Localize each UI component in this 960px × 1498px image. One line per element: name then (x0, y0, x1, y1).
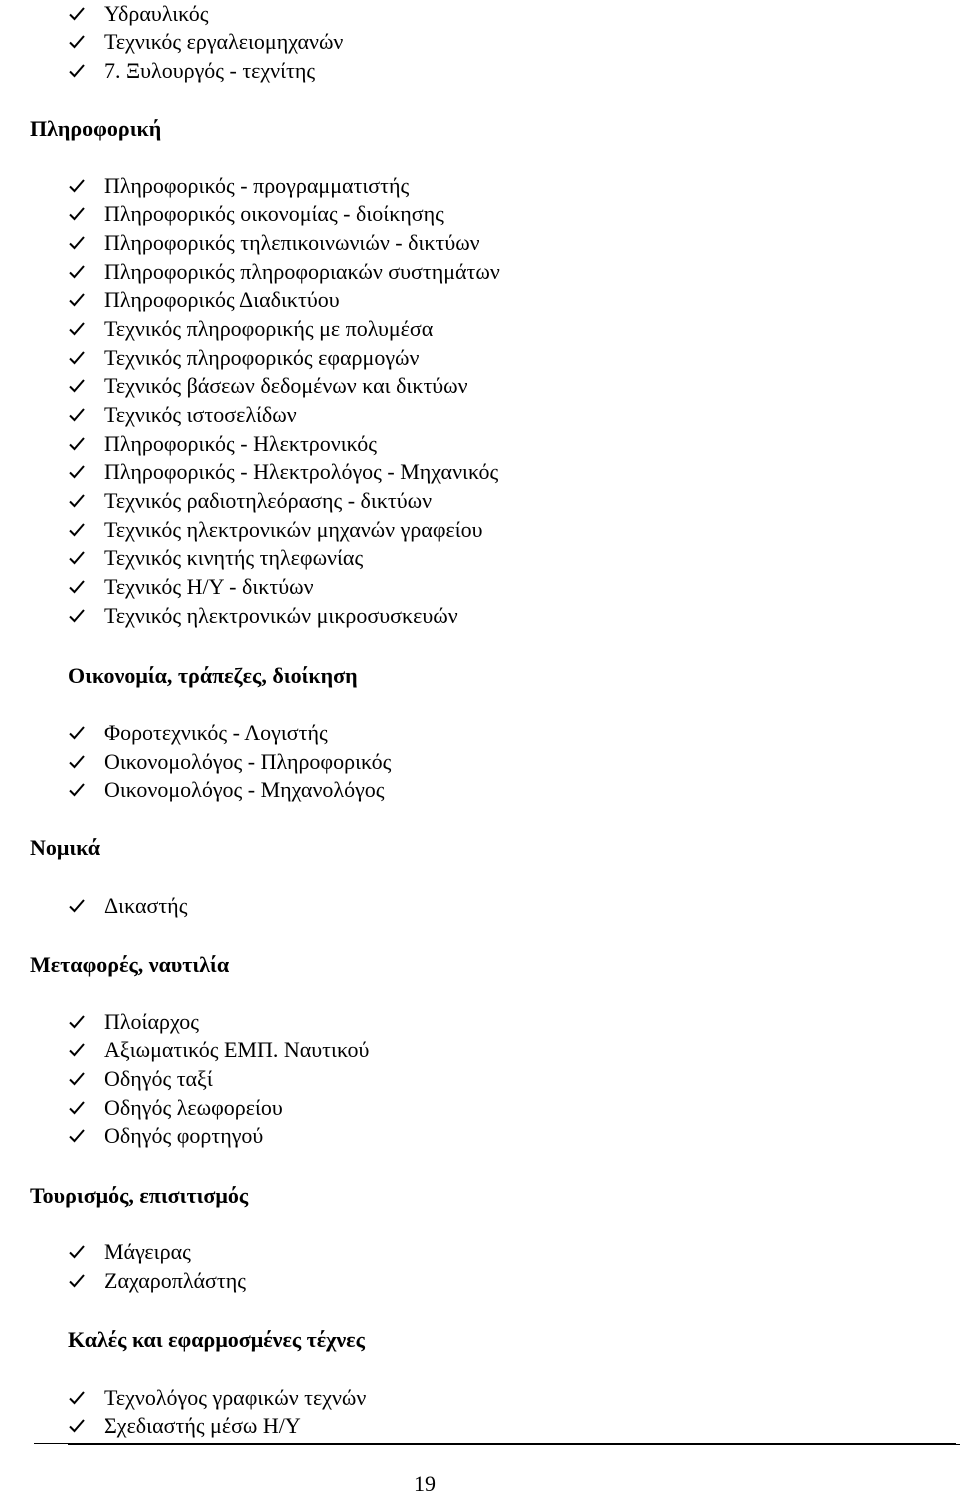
checkmark-icon (68, 719, 104, 747)
list-item (68, 776, 385, 804)
list-item-label: Ζαχαροπλάστης (104, 1268, 246, 1293)
checkmark-icon (68, 28, 104, 56)
list-item-label: Υδραυλικός (104, 1, 209, 26)
checkmark-icon (68, 1008, 104, 1036)
list-item (68, 602, 458, 630)
section-heading-economy: Οικονομία, τράπεζες, διοίκηση (68, 663, 358, 688)
checkmark-icon (68, 1238, 104, 1266)
list-item-label: Τεχνικός πληροφορικής με πολυμέσα (104, 316, 434, 341)
section-heading-transport: Μεταφορές, ναυτιλία (30, 952, 230, 977)
list-item-label: Τεχνικός ηλεκτρονικών μηχανών γραφείου (104, 517, 483, 542)
list-item (68, 1065, 213, 1093)
section-heading-arts: Καλές και εφαρμοσμένες τέχνες (68, 1327, 365, 1352)
list-item-label: Τεχνολόγος γραφικών τεχνών (104, 1385, 367, 1410)
list-item (68, 28, 343, 56)
list-item-label: Πληροφορικός - Ηλεκτρολόγος - Μηχανικός (104, 459, 499, 484)
list-item-label: Τεχνικός εργαλειομηχανών (104, 29, 344, 54)
checkmark-icon (68, 1036, 104, 1064)
list-item-label: Πληροφορικός - Ηλεκτρονικός (104, 431, 377, 456)
list-item (68, 344, 419, 372)
checkmark-icon (68, 1267, 104, 1295)
checkmark-icon (68, 286, 104, 314)
checkmark-icon (68, 200, 104, 228)
checkmark-icon (68, 172, 104, 200)
section-heading-tourism: Τουρισμός, επισιτισμός (30, 1183, 249, 1208)
list-item (68, 1094, 283, 1122)
list-item-label: Φοροτεχνικός - Λογιστής (104, 720, 328, 745)
list-item (68, 1238, 191, 1266)
list-item-label: Τεχνικός βάσεων δεδομένων και δικτύων (104, 373, 468, 398)
list-item (68, 1008, 199, 1036)
checkmark-icon (68, 1094, 104, 1122)
list-item-label: Τεχνικός κινητής τηλεφωνίας (104, 545, 364, 570)
checkmark-icon (68, 892, 104, 920)
checkmark-icon (68, 544, 104, 572)
checkmark-icon (68, 487, 104, 515)
list-item-label: Πληροφορικός οικονομίας - διοίκησης (104, 201, 444, 226)
checkmark-icon (68, 458, 104, 486)
list-item (68, 1122, 263, 1150)
list-item (68, 1036, 369, 1064)
footer-divider-inner (68, 1444, 960, 1445)
list-item (68, 1412, 301, 1440)
list-item-label: Μάγειρας (104, 1239, 191, 1264)
checkmark-icon (68, 430, 104, 458)
list-item (68, 258, 500, 286)
list-item (68, 229, 480, 257)
list-item-label: Σχεδιαστής μέσω Η/Υ (104, 1413, 301, 1438)
checkmark-icon (68, 229, 104, 257)
list-item (68, 401, 297, 429)
checkmark-icon (68, 0, 104, 28)
checkmark-icon (68, 602, 104, 630)
list-item-label: 7. Ξυλουργός - τεχνίτης (104, 58, 316, 83)
list-item (68, 200, 444, 228)
section-heading-informatics: Πληροφορική (30, 116, 162, 141)
list-item-label: Δικαστής (104, 893, 188, 918)
checkmark-icon (68, 748, 104, 776)
list-item (68, 430, 377, 458)
list-item-label: Αξιωματικός ΕΜΠ. Ναυτικού (104, 1037, 370, 1062)
list-item-label: Πλοίαρχος (104, 1009, 199, 1034)
page-number: 19 (414, 1471, 436, 1496)
list-item-label: Τεχνικός ηλεκτρονικών μικροσυσκευών (104, 603, 458, 628)
list-item (68, 0, 208, 28)
list-item-label: Τεχνικός πληροφορικός εφαρμογών (104, 345, 420, 370)
checkmark-icon (68, 573, 104, 601)
list-item-label: Πληροφορικός πληροφοριακών συστημάτων (104, 259, 500, 284)
list-item (68, 487, 432, 515)
checkmark-icon (68, 401, 104, 429)
list-item-label: Οδηγός λεωφορείου (104, 1095, 283, 1120)
list-item (68, 1384, 366, 1412)
list-item (68, 458, 498, 486)
checkmark-icon (68, 1065, 104, 1093)
list-item (68, 892, 187, 920)
checkmark-icon (68, 344, 104, 372)
checkmark-icon (68, 1412, 104, 1440)
list-item (68, 315, 433, 343)
list-item-label: Πληροφορικός Διαδικτύου (104, 287, 340, 312)
list-item-label: Οδηγός φορτηγού (104, 1123, 264, 1148)
list-item (68, 516, 483, 544)
checkmark-icon (68, 372, 104, 400)
list-item (68, 573, 314, 601)
list-item-label: Πληροφορικός - προγραμματιστής (104, 173, 410, 198)
list-item-label: Οδηγός ταξί (104, 1066, 213, 1091)
checkmark-icon (68, 258, 104, 286)
checkmark-icon (68, 315, 104, 343)
list-item-label: Τεχνικός ραδιοτηλεόρασης - δικτύων (104, 488, 433, 513)
list-item (68, 1267, 246, 1295)
checkmark-icon (68, 1122, 104, 1150)
list-item (68, 372, 468, 400)
list-item (68, 719, 328, 747)
list-item-label: Πληροφορικός τηλεπικοινωνιών - δικτύων (104, 230, 480, 255)
list-item (68, 172, 409, 200)
list-item-label: Τεχνικός ιστοσελίδων (104, 402, 297, 427)
checkmark-icon (68, 1384, 104, 1412)
checkmark-icon (68, 516, 104, 544)
list-item-label: Τεχνικός Η/Υ - δικτύων (104, 574, 314, 599)
list-item (68, 544, 363, 572)
list-item (68, 748, 391, 776)
section-heading-law: Νομικά (30, 835, 101, 860)
checkmark-icon (68, 57, 104, 85)
list-item (68, 286, 340, 314)
checkmark-icon (68, 776, 104, 804)
list-item-label: Οικονομολόγος - Πληροφορικός (104, 749, 392, 774)
list-item-label: Οικονομολόγος - Μηχανολόγος (104, 777, 385, 802)
list-item (68, 57, 315, 85)
